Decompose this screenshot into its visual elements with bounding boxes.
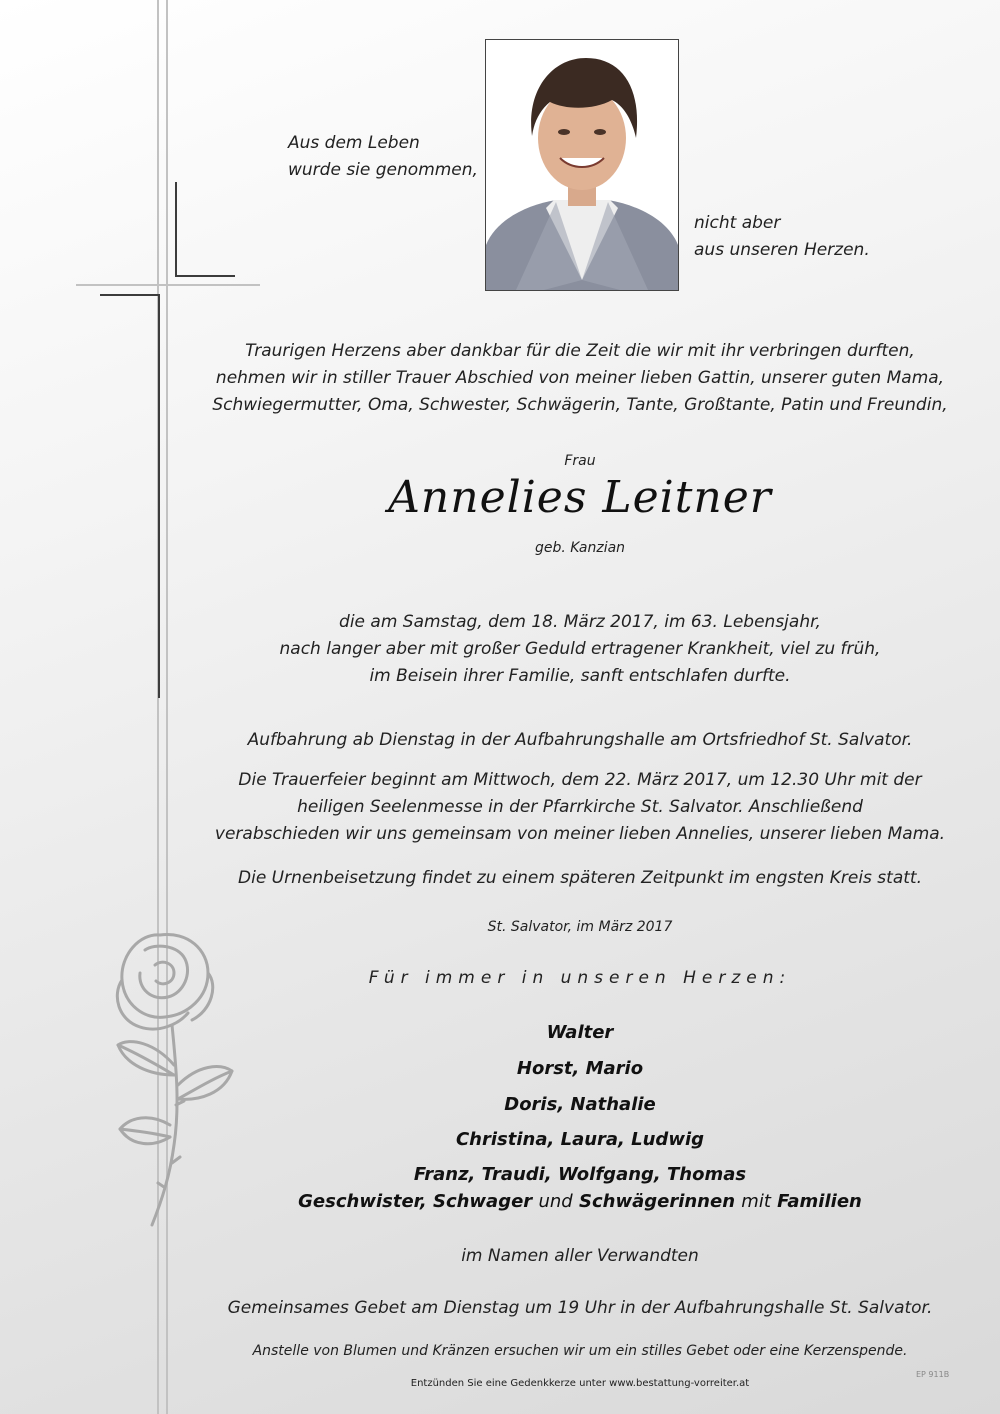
intro-line: Schwiegermutter, Oma, Schwester, Schwägerin, Tante, Großtante, Patin und Freundin, bbox=[212, 395, 948, 415]
family-line: Christina, Laura, Ludwig bbox=[455, 1129, 705, 1150]
salutation: Frau bbox=[564, 453, 596, 469]
family-connector: mit bbox=[741, 1191, 771, 1212]
on-behalf: im Namen aller Verwandten bbox=[461, 1246, 699, 1266]
birth-name: geb. Kanzian bbox=[534, 540, 626, 556]
intro-line: nehmen wir in stiller Trauer Abschied von meiner lieben Gattin, unserer guten Mama, bbox=[215, 368, 945, 388]
quote-left bbox=[288, 130, 478, 184]
family-line: Franz, Traudi, Wolfgang, Thomas bbox=[413, 1164, 747, 1185]
funeral-line: heiligen Seelenmesse in der Pfarrkirche St. Salvator. Anschließend bbox=[297, 797, 863, 817]
prayer-info: Gemeinsames Gebet am Dienstag um 19 Uhr in der Aufbahrungshalle St. Salvator. bbox=[227, 1298, 933, 1318]
template-code: EP 911B bbox=[916, 1370, 950, 1379]
intro-text bbox=[160, 338, 1000, 419]
quote-right-line: nicht aber bbox=[694, 213, 781, 233]
candle-link[interactable]: Entzünden Sie eine Gedenkkerze unter www.bestattung-vorreiter.at bbox=[410, 1378, 750, 1389]
quote-right bbox=[694, 210, 870, 264]
family-siblings: Geschwister, Schwager bbox=[298, 1191, 533, 1212]
quote-left-line: wurde sie genommen, bbox=[288, 160, 478, 180]
forever-heading: Für immer in unseren Herzen: bbox=[368, 968, 792, 988]
urn-burial-info: Die Urnenbeisetzung findet zu einem späteren Zeitpunkt im engsten Kreis statt. bbox=[238, 868, 922, 888]
quote-left-line: Aus dem Leben bbox=[288, 133, 420, 153]
family-line bbox=[160, 1191, 1000, 1212]
deceased-name: Annelies Leitner bbox=[388, 472, 772, 523]
family-connector: und bbox=[538, 1191, 573, 1212]
funeral-line: Die Trauerfeier beginnt am Mittwoch, dem 22. März 2017, um 12.30 Uhr mit der bbox=[238, 770, 922, 790]
viewing-info: Aufbahrung ab Dienstag in der Aufbahrungshalle am Ortsfriedhof St. Salvator. bbox=[247, 730, 913, 750]
portrait-photo bbox=[485, 39, 679, 291]
family-families: Familien bbox=[777, 1191, 862, 1212]
death-notice-line: im Beisein ihrer Familie, sanft entschlafen durfte. bbox=[369, 666, 791, 686]
family-line: Walter bbox=[546, 1022, 614, 1043]
quote-right-line: aus unseren Herzen. bbox=[694, 240, 870, 260]
place-date: St. Salvator, im März 2017 bbox=[487, 919, 673, 935]
funeral-info bbox=[160, 767, 1000, 848]
death-notice-line: nach langer aber mit großer Geduld ertragener Krankheit, viel zu früh, bbox=[279, 639, 881, 659]
family-sisters-in-law: Schwägerinnen bbox=[579, 1191, 736, 1212]
intro-line: Traurigen Herzens aber dankbar für die Zeit die wir mit ihr verbringen durften, bbox=[245, 341, 915, 361]
family-line: Doris, Nathalie bbox=[504, 1094, 656, 1115]
death-notice bbox=[160, 609, 1000, 690]
death-notice-line: die am Samstag, dem 18. März 2017, im 63. Lebensjahr, bbox=[339, 612, 821, 632]
family-line: Horst, Mario bbox=[516, 1058, 644, 1079]
flowers-note: Anstelle von Blumen und Kränzen ersuchen wir um ein stilles Gebet oder eine Kerzenspende. bbox=[252, 1343, 908, 1359]
funeral-line: verabschieden wir uns gemeinsam von meiner lieben Annelies, unserer lieben Mama. bbox=[214, 824, 946, 844]
